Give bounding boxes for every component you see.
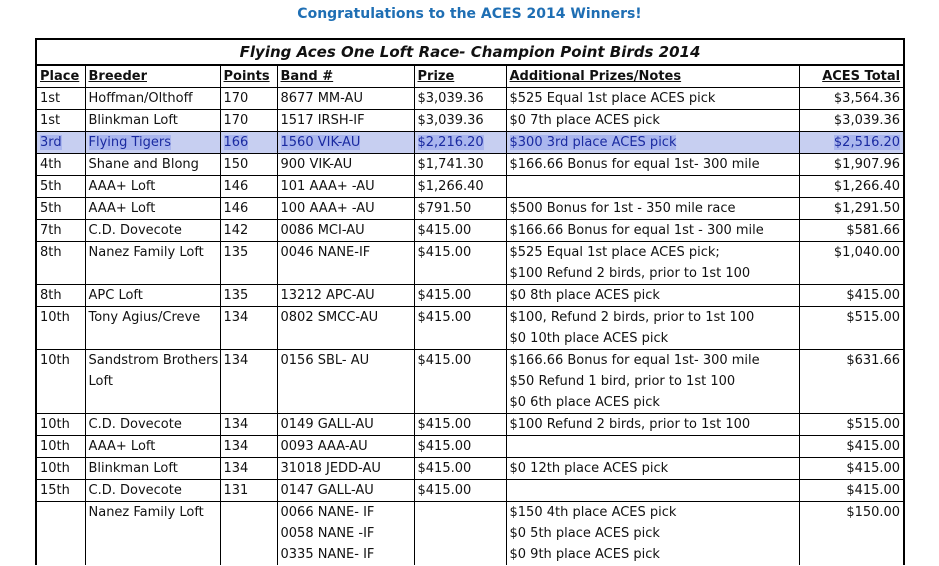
cell-points <box>220 414 277 436</box>
notes-line: $100 Refund 2 birds, prior to 1st 100 <box>509 417 751 432</box>
header-place: Place <box>36 65 85 88</box>
cell-notes <box>506 220 799 242</box>
place-text: 5th <box>40 201 62 216</box>
cell-place <box>36 480 85 502</box>
points-text: 131 <box>223 483 249 498</box>
prize-text: $415.00 <box>417 483 472 498</box>
cell-band <box>277 502 414 566</box>
cell-points <box>220 220 277 242</box>
cell-place <box>36 436 85 458</box>
cell-notes <box>506 480 799 502</box>
cell-band <box>277 350 414 414</box>
notes-line: $0 9th place ACES pick <box>509 547 660 562</box>
breeder-line: Flying Tigers <box>88 135 172 150</box>
breeder-line: Tony Agius/Creve <box>88 310 201 325</box>
cell-points <box>220 242 277 285</box>
cell-total <box>799 458 904 480</box>
notes-line: $100, Refund 2 birds, prior to 1st 100 <box>509 310 755 325</box>
cell-prize <box>414 154 506 176</box>
points-text: 135 <box>223 245 249 260</box>
total-text: $2,516.20 <box>833 135 901 150</box>
total-text: $3,039.36 <box>833 113 901 128</box>
prize-text: $1,266.40 <box>417 179 484 194</box>
points-text: 135 <box>223 288 249 303</box>
table-row <box>36 110 904 132</box>
prize-text: $2,216.20 <box>417 135 484 150</box>
total-text: $415.00 <box>846 483 901 498</box>
cell-place <box>36 414 85 436</box>
cell-breeder <box>85 436 220 458</box>
cell-points <box>220 502 277 566</box>
cell-breeder <box>85 285 220 307</box>
cell-total <box>799 480 904 502</box>
cell-place <box>36 176 85 198</box>
table-row <box>36 307 904 350</box>
breeder-line: AAA+ Loft <box>88 179 156 194</box>
cell-prize <box>414 480 506 502</box>
cell-band <box>277 132 414 154</box>
total-text: $415.00 <box>846 461 901 476</box>
points-text: 170 <box>223 91 249 106</box>
header-band: Band # <box>277 65 414 88</box>
band-line: 0147 GALL-AU <box>280 483 374 498</box>
cell-points <box>220 436 277 458</box>
cell-breeder <box>85 220 220 242</box>
place-text: 8th <box>40 288 62 303</box>
band-line: 0335 NANE- IF <box>280 547 375 562</box>
place-text: 10th <box>40 439 70 454</box>
points-text: 146 <box>223 179 249 194</box>
cell-band <box>277 285 414 307</box>
table-row <box>36 414 904 436</box>
cell-breeder <box>85 198 220 220</box>
cell-total <box>799 198 904 220</box>
cell-place <box>36 242 85 285</box>
cell-band <box>277 458 414 480</box>
cell-band <box>277 154 414 176</box>
cell-prize <box>414 350 506 414</box>
cell-total <box>799 307 904 350</box>
points-text: 134 <box>223 439 249 454</box>
cell-band <box>277 88 414 110</box>
notes-line: $0 10th place ACES pick <box>509 331 669 346</box>
cell-breeder <box>85 132 220 154</box>
cell-prize <box>414 176 506 198</box>
cell-points <box>220 307 277 350</box>
table-row <box>36 176 904 198</box>
total-text: $515.00 <box>846 417 901 432</box>
cell-total <box>799 350 904 414</box>
table-row <box>36 480 904 502</box>
cell-place <box>36 154 85 176</box>
notes-line: $0 7th place ACES pick <box>509 113 660 128</box>
cell-points <box>220 110 277 132</box>
cell-prize <box>414 307 506 350</box>
table-row <box>36 458 904 480</box>
points-text: 150 <box>223 157 249 172</box>
page-banner: Congratulations to the ACES 2014 Winners! <box>297 6 642 22</box>
breeder-line: AAA+ Loft <box>88 439 156 454</box>
cell-notes <box>506 436 799 458</box>
notes-line: $500 Bonus for 1st - 350 mile race <box>509 201 736 216</box>
notes-line: $166.66 Bonus for equal 1st- 300 mile <box>509 353 760 368</box>
cell-breeder <box>85 307 220 350</box>
band-line: 0149 GALL-AU <box>280 417 374 432</box>
breeder-line: C.D. Dovecote <box>88 417 182 432</box>
cell-band <box>277 220 414 242</box>
cell-notes <box>506 176 799 198</box>
table-row <box>36 220 904 242</box>
band-line: 0066 NANE- IF <box>280 505 375 520</box>
cell-breeder <box>85 176 220 198</box>
prize-text: $415.00 <box>417 353 472 368</box>
total-text: $415.00 <box>846 288 901 303</box>
band-line: 13212 APC-AU <box>280 288 375 303</box>
place-text: 10th <box>40 461 70 476</box>
place-text: 8th <box>40 245 62 260</box>
cell-notes <box>506 110 799 132</box>
points-text: 166 <box>223 135 249 150</box>
header-notes: Additional Prizes/Notes <box>506 65 799 88</box>
cell-notes <box>506 307 799 350</box>
header-prize: Prize <box>414 65 506 88</box>
band-line: 1517 IRSH-IF <box>280 113 365 128</box>
notes-line: $0 6th place ACES pick <box>509 395 660 410</box>
band-line: 900 VIK-AU <box>280 157 353 172</box>
prize-text: $3,039.36 <box>417 91 484 106</box>
cell-prize <box>414 110 506 132</box>
cell-points <box>220 285 277 307</box>
cell-total <box>799 110 904 132</box>
champion-points-table <box>35 38 905 565</box>
breeder-line: C.D. Dovecote <box>88 223 182 238</box>
place-text: 15th <box>40 483 70 498</box>
notes-line: $166.66 Bonus for equal 1st - 300 mile <box>509 223 764 238</box>
cell-total <box>799 220 904 242</box>
cell-points <box>220 132 277 154</box>
notes-line: $100 Refund 2 birds, prior to 1st 100 <box>509 266 751 281</box>
cell-prize <box>414 458 506 480</box>
cell-band <box>277 198 414 220</box>
notes-line: $0 8th place ACES pick <box>509 288 660 303</box>
cell-place <box>36 458 85 480</box>
total-text: $1,266.40 <box>833 179 901 194</box>
notes-line: $300 3rd place ACES pick <box>509 135 677 150</box>
cell-notes <box>506 154 799 176</box>
cell-prize <box>414 220 506 242</box>
cell-prize <box>414 242 506 285</box>
cell-notes <box>506 502 799 566</box>
place-text: 10th <box>40 353 70 368</box>
place-text: 3rd <box>40 135 62 150</box>
prize-text: $3,039.36 <box>417 113 484 128</box>
table-row <box>36 132 904 154</box>
table-row <box>36 198 904 220</box>
breeder-line: Hoffman/Olthoff <box>88 91 193 106</box>
cell-breeder <box>85 480 220 502</box>
cell-place <box>36 502 85 566</box>
place-text: 7th <box>40 223 62 238</box>
cell-total <box>799 285 904 307</box>
cell-band <box>277 414 414 436</box>
cell-place <box>36 220 85 242</box>
points-text: 134 <box>223 310 249 325</box>
header-total: ACES Total <box>799 65 904 88</box>
table-row <box>36 350 904 414</box>
table-title: Flying Aces One Loft Race- Champion Point Birds 2014 <box>36 39 904 65</box>
cell-points <box>220 88 277 110</box>
notes-line: $0 5th place ACES pick <box>509 526 660 541</box>
cell-place <box>36 110 85 132</box>
cell-points <box>220 176 277 198</box>
cell-points <box>220 350 277 414</box>
cell-notes <box>506 132 799 154</box>
breeder-line: AAA+ Loft <box>88 201 156 216</box>
cell-place <box>36 88 85 110</box>
cell-breeder <box>85 242 220 285</box>
cell-breeder <box>85 110 220 132</box>
band-line: 100 AAA+ -AU <box>280 201 375 216</box>
points-text: 170 <box>223 113 249 128</box>
cell-notes <box>506 414 799 436</box>
notes-line: $166.66 Bonus for equal 1st- 300 mile <box>509 157 760 172</box>
cell-breeder <box>85 414 220 436</box>
cell-prize <box>414 502 506 566</box>
total-text: $1,040.00 <box>833 245 901 260</box>
cell-place <box>36 132 85 154</box>
cell-place <box>36 307 85 350</box>
breeder-line: Loft <box>88 374 113 389</box>
cell-band <box>277 242 414 285</box>
place-text: 10th <box>40 310 70 325</box>
cell-total <box>799 154 904 176</box>
cell-prize <box>414 436 506 458</box>
header-row <box>36 65 904 88</box>
cell-prize <box>414 414 506 436</box>
points-text: 146 <box>223 201 249 216</box>
cell-total <box>799 436 904 458</box>
cell-band <box>277 307 414 350</box>
cell-band <box>277 480 414 502</box>
points-text: 134 <box>223 353 249 368</box>
band-line: 0802 SMCC-AU <box>280 310 379 325</box>
band-line: 101 AAA+ -AU <box>280 179 375 194</box>
cell-notes <box>506 350 799 414</box>
breeder-line: Sandstrom Brothers <box>88 353 219 368</box>
cell-prize <box>414 88 506 110</box>
total-text: $415.00 <box>846 439 901 454</box>
total-text: $581.66 <box>846 223 901 238</box>
band-line: 1560 VIK-AU <box>280 135 361 150</box>
total-text: $515.00 <box>846 310 901 325</box>
total-text: $1,907.96 <box>833 157 901 172</box>
cell-notes <box>506 458 799 480</box>
prize-text: $415.00 <box>417 310 472 325</box>
cell-total <box>799 242 904 285</box>
cell-place <box>36 198 85 220</box>
cell-breeder <box>85 88 220 110</box>
table-row <box>36 154 904 176</box>
band-line: 0156 SBL- AU <box>280 353 370 368</box>
points-text: 134 <box>223 417 249 432</box>
header-points: Points <box>220 65 277 88</box>
place-text: 1st <box>40 91 61 106</box>
cell-breeder <box>85 502 220 566</box>
notes-line: $525 Equal 1st place ACES pick <box>509 91 716 106</box>
prize-text: $415.00 <box>417 288 472 303</box>
place-text: 1st <box>40 113 61 128</box>
cell-notes <box>506 198 799 220</box>
table-row <box>36 285 904 307</box>
place-text: 5th <box>40 179 62 194</box>
breeder-line: Blinkman Loft <box>88 113 178 128</box>
breeder-line: Nanez Family Loft <box>88 505 204 520</box>
cell-total <box>799 132 904 154</box>
cell-notes <box>506 285 799 307</box>
prize-text: $791.50 <box>417 201 472 216</box>
prize-text: $1,741.30 <box>417 157 484 172</box>
total-text: $631.66 <box>846 353 901 368</box>
table-row <box>36 436 904 458</box>
points-text: 134 <box>223 461 249 476</box>
cell-band <box>277 110 414 132</box>
points-text: 142 <box>223 223 249 238</box>
breeder-line: Blinkman Loft <box>88 461 178 476</box>
prize-text: $415.00 <box>417 439 472 454</box>
cell-prize <box>414 198 506 220</box>
cell-notes <box>506 242 799 285</box>
cell-points <box>220 154 277 176</box>
notes-line: $150 4th place ACES pick <box>509 505 677 520</box>
table-body <box>36 88 904 566</box>
cell-points <box>220 458 277 480</box>
cell-total <box>799 414 904 436</box>
cell-total <box>799 88 904 110</box>
prize-text: $415.00 <box>417 461 472 476</box>
cell-notes <box>506 88 799 110</box>
header-breeder: Breeder <box>85 65 220 88</box>
cell-points <box>220 198 277 220</box>
prize-text: $415.00 <box>417 245 472 260</box>
total-text: $150.00 <box>846 505 901 520</box>
cell-points <box>220 480 277 502</box>
cell-breeder <box>85 350 220 414</box>
breeder-line: Nanez Family Loft <box>88 245 204 260</box>
band-line: 8677 MM-AU <box>280 91 363 106</box>
notes-line: $0 12th place ACES pick <box>509 461 669 476</box>
prize-text: $415.00 <box>417 223 472 238</box>
cell-prize <box>414 132 506 154</box>
band-line: 0086 MCI-AU <box>280 223 365 238</box>
breeder-line: Shane and Blong <box>88 157 199 172</box>
notes-line: $50 Refund 1 bird, prior to 1st 100 <box>509 374 736 389</box>
place-text: 4th <box>40 157 62 172</box>
cell-breeder <box>85 154 220 176</box>
cell-band <box>277 176 414 198</box>
band-line: 0058 NANE -IF <box>280 526 375 541</box>
band-line: 0093 AAA-AU <box>280 439 368 454</box>
cell-total <box>799 176 904 198</box>
cell-prize <box>414 285 506 307</box>
cell-place <box>36 350 85 414</box>
breeder-line: C.D. Dovecote <box>88 483 182 498</box>
band-line: 0046 NANE-IF <box>280 245 371 260</box>
total-text: $3,564.36 <box>833 91 901 106</box>
place-text: 10th <box>40 417 70 432</box>
total-text: $1,291.50 <box>833 201 901 216</box>
table-row <box>36 88 904 110</box>
cell-band <box>277 436 414 458</box>
band-line: 31018 JEDD-AU <box>280 461 381 476</box>
breeder-line: APC Loft <box>88 288 143 303</box>
cell-total <box>799 502 904 566</box>
cell-breeder <box>85 458 220 480</box>
cell-place <box>36 285 85 307</box>
notes-line: $525 Equal 1st place ACES pick; <box>509 245 720 260</box>
table-row <box>36 242 904 285</box>
table-row <box>36 502 904 566</box>
prize-text: $415.00 <box>417 417 472 432</box>
